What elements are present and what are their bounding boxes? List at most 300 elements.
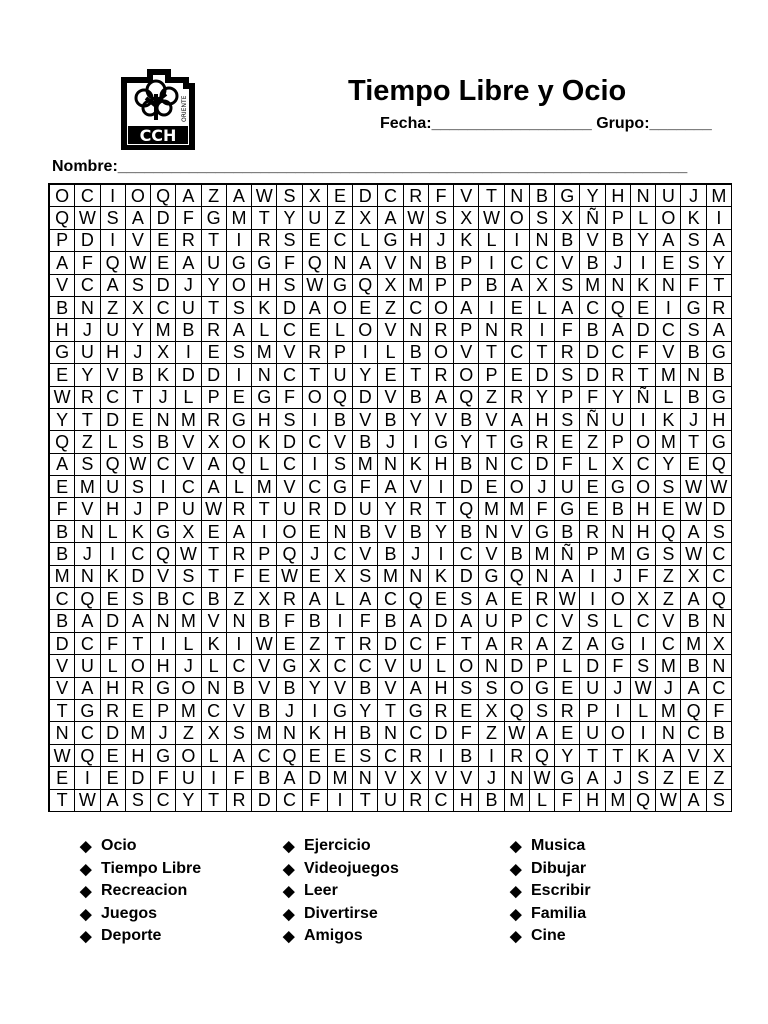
grid-cell: H	[530, 409, 555, 431]
grid-cell: S	[126, 275, 151, 297]
grid-cell: M	[580, 275, 605, 297]
grid-cell: Q	[303, 252, 328, 274]
grid-cell: C	[707, 566, 732, 588]
grid-cell: J	[303, 543, 328, 565]
grid-cell: H	[101, 678, 126, 700]
grid-cell: K	[454, 230, 479, 252]
grid-cell: W	[126, 454, 151, 476]
word-item	[80, 835, 201, 858]
grid-cell: N	[404, 319, 429, 341]
grid-cell: A	[303, 297, 328, 319]
grid-cell: U	[101, 476, 126, 498]
grid-cell: R	[429, 700, 454, 722]
grid-cell: F	[454, 722, 479, 744]
grid-cell: M	[176, 700, 201, 722]
grid-cell: T	[353, 790, 378, 812]
grid-cell: X	[252, 588, 277, 610]
grid-cell: G	[151, 521, 176, 543]
grid-cell: A	[303, 588, 328, 610]
grid-cell: R	[252, 230, 277, 252]
grid-cell: I	[303, 700, 328, 722]
grid-cell: R	[505, 387, 530, 409]
grid-cell: Q	[530, 745, 555, 767]
grid-cell: D	[126, 566, 151, 588]
grid-cell: X	[202, 431, 227, 453]
grid-cell: R	[404, 498, 429, 520]
grid-cell: C	[530, 610, 555, 632]
grid-cell: D	[101, 722, 126, 744]
grid-cell: S	[277, 185, 302, 207]
grid-cell: Q	[101, 252, 126, 274]
grid-cell: I	[227, 364, 252, 386]
grid-cell: S	[707, 521, 732, 543]
grid-cell: C	[530, 252, 555, 274]
grid-cell: S	[479, 678, 504, 700]
grid-cell: C	[50, 588, 75, 610]
grid-cell: J	[404, 543, 429, 565]
grid-cell: T	[202, 790, 227, 812]
grid-cell: D	[277, 431, 302, 453]
grid-cell: D	[101, 409, 126, 431]
grid-cell: W	[126, 252, 151, 274]
grid-cell: Z	[656, 588, 681, 610]
grid-cell: Y	[75, 364, 100, 386]
grid-cell: C	[404, 297, 429, 319]
grid-cell: S	[277, 275, 302, 297]
grid-cell: L	[202, 655, 227, 677]
grid-cell: T	[126, 387, 151, 409]
grid-cell: H	[151, 655, 176, 677]
grid-cell: W	[176, 543, 201, 565]
grid-cell: R	[126, 678, 151, 700]
grid-cell: M	[328, 767, 353, 789]
grid-cell: X	[404, 767, 429, 789]
grid-cell: F	[555, 319, 580, 341]
grid-cell: Ñ	[555, 543, 580, 565]
grid-cell: N	[656, 275, 681, 297]
grid-cell: G	[631, 543, 656, 565]
grid-cell: Y	[631, 230, 656, 252]
grid-cell: L	[378, 342, 403, 364]
diamond-icon: ◆	[80, 905, 92, 923]
grid-cell: C	[404, 633, 429, 655]
grid-cell: I	[303, 454, 328, 476]
grid-cell: E	[252, 566, 277, 588]
grid-cell: M	[656, 431, 681, 453]
grid-cell: S	[126, 476, 151, 498]
grid-cell: F	[580, 387, 605, 409]
grid-cell: I	[631, 409, 656, 431]
grid-cell: D	[303, 767, 328, 789]
grid-cell: Z	[656, 566, 681, 588]
grid-cell: R	[353, 633, 378, 655]
grid-cell: C	[328, 230, 353, 252]
grid-cell: B	[176, 319, 201, 341]
grid-cell: Y	[707, 252, 732, 274]
grid-cell: E	[151, 230, 176, 252]
grid-cell: S	[101, 207, 126, 229]
grid-cell: I	[656, 297, 681, 319]
word-label: Ocio	[101, 837, 137, 855]
grid-cell: L	[202, 745, 227, 767]
grid-cell: A	[429, 387, 454, 409]
grid-cell: Q	[101, 454, 126, 476]
grid-cell: R	[505, 319, 530, 341]
grid-cell: P	[580, 543, 605, 565]
grid-cell: D	[580, 364, 605, 386]
grid-cell: F	[151, 767, 176, 789]
grid-cell: T	[429, 498, 454, 520]
grid-cell: Y	[580, 185, 605, 207]
diamond-icon: ◆	[80, 883, 92, 901]
word-label: Leer	[304, 882, 338, 900]
grid-cell: I	[151, 633, 176, 655]
grid-cell: N	[328, 521, 353, 543]
grid-cell: L	[580, 454, 605, 476]
grid-cell: Z	[101, 297, 126, 319]
grid-cell: X	[530, 275, 555, 297]
grid-cell: B	[151, 588, 176, 610]
grid-cell: Q	[151, 543, 176, 565]
grid-cell: C	[75, 633, 100, 655]
grid-cell: D	[530, 454, 555, 476]
grid-cell: S	[277, 409, 302, 431]
grid-cell: Y	[606, 387, 631, 409]
grid-cell: W	[656, 790, 681, 812]
grid-cell: C	[328, 655, 353, 677]
logo-text: CCH	[139, 126, 177, 145]
grid-cell: D	[50, 633, 75, 655]
grid-cell: X	[707, 745, 732, 767]
diamond-icon: ◆	[80, 928, 92, 946]
grid-cell: Q	[606, 297, 631, 319]
grid-cell: K	[202, 633, 227, 655]
grid-cell: E	[505, 297, 530, 319]
grid-cell: O	[126, 185, 151, 207]
grid-cell: E	[101, 588, 126, 610]
grid-cell: N	[277, 722, 302, 744]
grid-cell: R	[429, 364, 454, 386]
grid-cell: A	[505, 275, 530, 297]
grid-cell: W	[50, 387, 75, 409]
grid-cell: F	[555, 454, 580, 476]
grid-cell: R	[303, 498, 328, 520]
word-label: Tiempo Libre	[101, 859, 202, 877]
grid-cell: N	[681, 364, 706, 386]
grid-cell: U	[277, 498, 302, 520]
grid-cell: I	[303, 409, 328, 431]
grid-cell: D	[176, 364, 201, 386]
grid-cell: C	[176, 588, 201, 610]
grid-cell: E	[580, 498, 605, 520]
grid-cell: L	[328, 588, 353, 610]
grid-cell: O	[227, 431, 252, 453]
grid-cell: Q	[50, 431, 75, 453]
nombre-row	[52, 158, 687, 176]
grid-cell: J	[378, 431, 403, 453]
grid-cell: S	[227, 342, 252, 364]
grid-cell: E	[202, 521, 227, 543]
grid-cell: J	[606, 566, 631, 588]
grid-cell: T	[404, 364, 429, 386]
grid-cell: P	[606, 431, 631, 453]
grid-cell: B	[404, 521, 429, 543]
grid-cell: D	[151, 207, 176, 229]
diamond-icon: ◆	[80, 860, 92, 878]
grid-cell: T	[75, 409, 100, 431]
grid-cell: L	[252, 319, 277, 341]
grid-cell: C	[707, 678, 732, 700]
grid-cell: B	[454, 454, 479, 476]
grid-cell: L	[656, 387, 681, 409]
grid-cell: O	[429, 342, 454, 364]
grid-cell: J	[429, 230, 454, 252]
grid-cell: A	[176, 252, 201, 274]
diamond-icon: ◆	[283, 928, 295, 946]
grid-cell: M	[75, 476, 100, 498]
grid-cell: Z	[707, 767, 732, 789]
grid-cell: S	[530, 207, 555, 229]
grid-cell: Y	[404, 409, 429, 431]
grid-cell: O	[606, 588, 631, 610]
grid-cell: E	[328, 745, 353, 767]
grid-cell: M	[353, 454, 378, 476]
grid-cell: G	[606, 633, 631, 655]
grid-cell: Q	[75, 745, 100, 767]
grid-cell: B	[707, 364, 732, 386]
grid-cell: D	[252, 790, 277, 812]
grid-cell: G	[530, 521, 555, 543]
grid-cell: I	[75, 767, 100, 789]
grid-cell: V	[353, 409, 378, 431]
grid-cell: D	[328, 498, 353, 520]
grid-cell: A	[227, 521, 252, 543]
grid-cell: E	[101, 745, 126, 767]
grid-cell: E	[555, 678, 580, 700]
grid-cell: I	[328, 790, 353, 812]
grid-cell: N	[479, 319, 504, 341]
grid-cell: U	[202, 252, 227, 274]
grid-cell: V	[252, 655, 277, 677]
diamond-icon: ◆	[283, 883, 295, 901]
grid-cell: L	[479, 230, 504, 252]
grid-cell: R	[530, 431, 555, 453]
grid-cell: J	[75, 319, 100, 341]
grid-cell: A	[378, 207, 403, 229]
grid-cell: E	[479, 476, 504, 498]
grid-cell: B	[328, 409, 353, 431]
grid-cell: V	[151, 566, 176, 588]
grid-cell: S	[555, 409, 580, 431]
grid-cell: X	[631, 588, 656, 610]
grid-cell: G	[227, 409, 252, 431]
grid-cell: Q	[631, 790, 656, 812]
grid-cell: I	[101, 230, 126, 252]
grid-cell: G	[707, 431, 732, 453]
grid-cell: E	[303, 745, 328, 767]
grid-cell: S	[681, 252, 706, 274]
grid-cell: I	[252, 521, 277, 543]
grid-cell: Q	[404, 588, 429, 610]
grid-cell: W	[707, 476, 732, 498]
word-list-column-2	[283, 835, 399, 948]
grid-cell: U	[75, 655, 100, 677]
grid-cell: N	[707, 610, 732, 632]
grid-cell: P	[328, 342, 353, 364]
grid-cell: D	[454, 476, 479, 498]
grid-cell: V	[505, 521, 530, 543]
grid-cell: Z	[479, 387, 504, 409]
grid-cell: E	[126, 700, 151, 722]
page-title: Tiempo Libre y Ocio	[348, 75, 627, 107]
grid-cell: A	[530, 722, 555, 744]
grid-cell: B	[353, 431, 378, 453]
grid-cell: S	[555, 275, 580, 297]
grid-cell: E	[505, 364, 530, 386]
grid-cell: J	[151, 387, 176, 409]
grid-cell: B	[378, 610, 403, 632]
grid-cell: S	[656, 476, 681, 498]
grid-cell: V	[353, 543, 378, 565]
grid-cell: B	[580, 319, 605, 341]
grid-cell: O	[505, 476, 530, 498]
grid-cell: V	[227, 700, 252, 722]
grid-cell: K	[101, 566, 126, 588]
grid-cell: F	[555, 790, 580, 812]
grid-cell: C	[277, 454, 302, 476]
grid-cell: Y	[353, 364, 378, 386]
word-label: Dibujar	[531, 859, 587, 877]
grid-cell: F	[277, 387, 302, 409]
grid-cell: Ñ	[580, 207, 605, 229]
grid-cell: R	[404, 790, 429, 812]
grid-cell: L	[606, 610, 631, 632]
grid-cell: M	[50, 566, 75, 588]
grid-cell: T	[303, 364, 328, 386]
grid-cell: C	[151, 454, 176, 476]
grid-cell: S	[227, 722, 252, 744]
grid-cell: G	[378, 230, 403, 252]
grid-cell: B	[50, 543, 75, 565]
grid-cell: P	[454, 275, 479, 297]
grid-cell: K	[252, 431, 277, 453]
fecha-label: Fecha:	[380, 115, 432, 132]
grid-cell: C	[580, 297, 605, 319]
grid-cell: A	[404, 678, 429, 700]
grid-cell: G	[479, 566, 504, 588]
grid-cell: I	[479, 297, 504, 319]
grid-cell: B	[606, 230, 631, 252]
grid-cell: O	[328, 297, 353, 319]
grid-cell: G	[404, 700, 429, 722]
grid-cell: A	[656, 230, 681, 252]
grid-cell: D	[151, 275, 176, 297]
grid-cell: C	[303, 476, 328, 498]
grid-cell: Z	[580, 431, 605, 453]
grid-cell: T	[606, 745, 631, 767]
grid-cell: E	[454, 700, 479, 722]
grid-cell: O	[227, 275, 252, 297]
grid-cell: S	[353, 745, 378, 767]
grid-cell: K	[404, 454, 429, 476]
grid-cell: S	[126, 790, 151, 812]
grid-cell: A	[50, 252, 75, 274]
grid-cell: B	[479, 790, 504, 812]
grid-cell: V	[328, 678, 353, 700]
grid-cell: C	[277, 319, 302, 341]
grid-cell: L	[101, 655, 126, 677]
grid-cell: O	[631, 431, 656, 453]
grid-cell: C	[101, 387, 126, 409]
diamond-icon: ◆	[283, 905, 295, 923]
grid-cell: A	[227, 185, 252, 207]
grid-cell: P	[252, 543, 277, 565]
grid-cell: D	[353, 185, 378, 207]
grid-cell: I	[606, 700, 631, 722]
grid-cell: E	[656, 498, 681, 520]
grid-cell: K	[126, 521, 151, 543]
grid-cell: B	[681, 342, 706, 364]
grid-cell: J	[606, 252, 631, 274]
grid-cell: I	[101, 185, 126, 207]
grid-cell: C	[75, 722, 100, 744]
grid-cell: C	[252, 745, 277, 767]
grid-cell: R	[404, 745, 429, 767]
grid-cell: A	[126, 610, 151, 632]
grid-cell: S	[126, 431, 151, 453]
grid-cell: L	[176, 633, 201, 655]
grid-cell: F	[277, 610, 302, 632]
grid-cell: B	[202, 588, 227, 610]
grid-cell: G	[227, 252, 252, 274]
grid-cell: W	[202, 498, 227, 520]
grid-cell: F	[353, 610, 378, 632]
grid-cell: A	[202, 476, 227, 498]
grid-cell: I	[202, 767, 227, 789]
grid-cell: Ñ	[631, 387, 656, 409]
grid-cell: V	[378, 678, 403, 700]
grid-cell: F	[606, 655, 631, 677]
grid-cell: B	[681, 655, 706, 677]
grid-cell: C	[378, 588, 403, 610]
grid-cell: S	[631, 767, 656, 789]
grid-cell: V	[378, 387, 403, 409]
grid-cell: G	[50, 342, 75, 364]
grid-cell: J	[75, 543, 100, 565]
grid-cell: C	[151, 297, 176, 319]
grid-cell: P	[555, 387, 580, 409]
grid-cell: O	[277, 521, 302, 543]
grid-cell: B	[378, 543, 403, 565]
word-item	[80, 858, 201, 881]
grid-cell: Z	[202, 185, 227, 207]
grid-cell: L	[101, 431, 126, 453]
grid-cell: M	[404, 275, 429, 297]
grid-cell: L	[227, 476, 252, 498]
grid-cell: M	[378, 566, 403, 588]
grid-cell: W	[681, 498, 706, 520]
grid-cell: V	[378, 655, 403, 677]
grid-cell: A	[227, 745, 252, 767]
grid-cell: T	[479, 431, 504, 453]
grid-cell: K	[656, 409, 681, 431]
grid-cell: V	[378, 319, 403, 341]
grid-cell: C	[606, 342, 631, 364]
word-label: Escribir	[531, 882, 591, 900]
grid-cell: R	[101, 700, 126, 722]
grid-cell: I	[479, 252, 504, 274]
grid-cell: A	[378, 476, 403, 498]
